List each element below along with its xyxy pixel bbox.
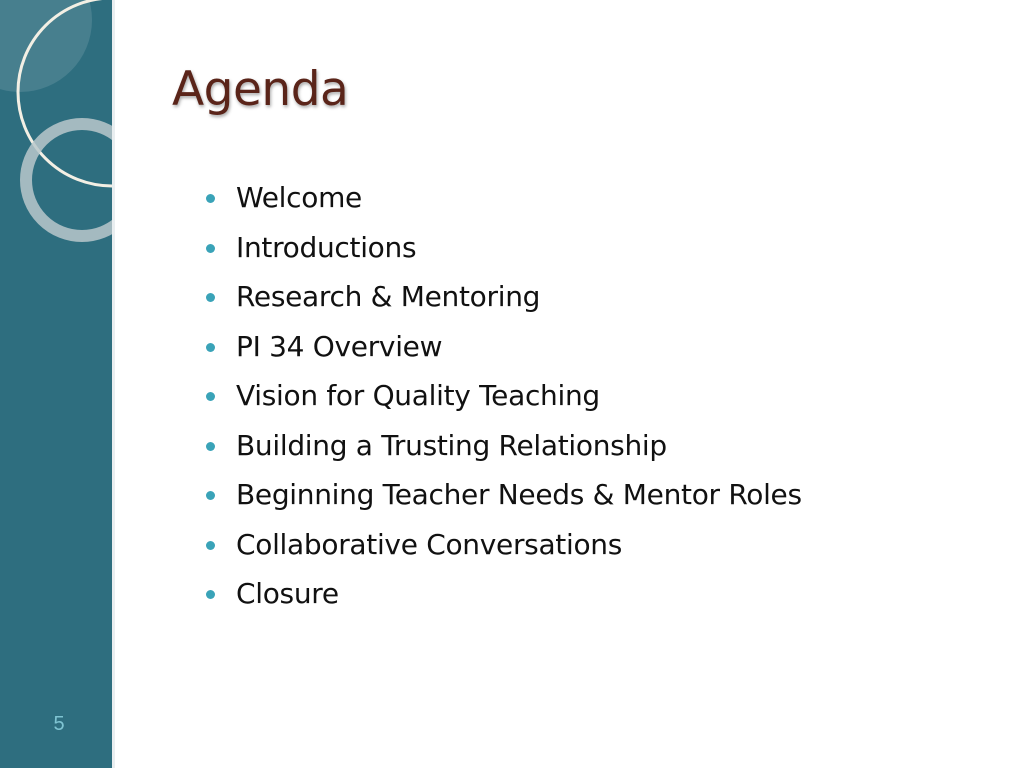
- bullet-icon: [206, 491, 215, 500]
- list-item-label: PI 34 Overview: [236, 329, 443, 363]
- bullet-icon: [206, 442, 215, 451]
- slide-number: 5: [53, 713, 65, 735]
- bullet-icon: [206, 392, 215, 401]
- list-item: [206, 275, 802, 325]
- side-panel: [0, 0, 114, 768]
- bullet-icon: [206, 194, 215, 203]
- list-item-label: Welcome: [236, 181, 362, 214]
- list-item-label: Building a Trusting Relationship: [236, 428, 667, 462]
- list-item: [206, 572, 802, 622]
- bullet-icon: [206, 590, 215, 599]
- agenda-list: [206, 176, 802, 622]
- bullet-icon: [206, 293, 215, 302]
- list-item-label: Research & Mentoring: [236, 280, 541, 313]
- bullet-icon: [206, 541, 215, 550]
- list-item: [206, 325, 802, 375]
- bullet-icon: [206, 343, 215, 352]
- list-item-label: Closure: [236, 577, 339, 610]
- list-item: [206, 226, 802, 276]
- list-item-label: Vision for Quality Teaching: [236, 379, 600, 412]
- list-item-label: Beginning Teacher Needs & Mentor Roles: [236, 478, 802, 511]
- list-item: [206, 523, 802, 573]
- decorative-circles: [0, 0, 114, 768]
- list-item: [206, 374, 802, 424]
- list-item: [206, 473, 802, 523]
- side-panel-edge: [112, 0, 115, 768]
- list-item: [206, 424, 802, 474]
- list-item-label: Introductions: [236, 230, 417, 264]
- list-item-label: Collaborative Conversations: [236, 527, 623, 561]
- slide-title: Agenda: [172, 62, 349, 117]
- list-item: [206, 176, 802, 226]
- bullet-icon: [206, 244, 215, 253]
